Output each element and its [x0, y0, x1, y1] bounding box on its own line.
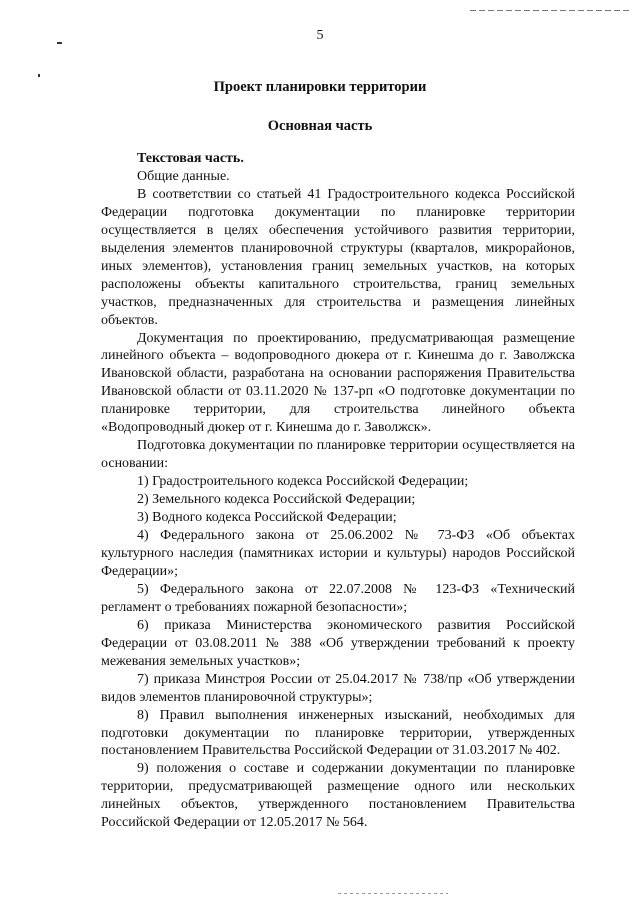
document-body: [101, 150, 575, 832]
scan-artifact-left-mid: [38, 74, 40, 77]
section-heading: Текстовая часть.: [137, 151, 244, 166]
list-item: 8) Правил выполнения инженерных изысканий, необходимых для подготовки документации по планировке территории, утвержденных постановлением Правительства Российской Федерации от 31.03.2017 № 402.: [101, 707, 575, 759]
scan-artifact-top: [470, 10, 630, 11]
scan-artifact-bottom: [338, 893, 448, 894]
list-item: 9) положения о составе и содержании документации по планировке территории, предусматривающей размещение одного или нескольких линейных объектов, утвержденного постановлением Правительства Российской Федерации от 12.05.2017 № 564.: [101, 761, 575, 831]
list-item: 1) Градостроительного кодекса Российской Федерации;: [137, 474, 469, 490]
list-item: 3) Водного кодекса Российской Федерации;: [137, 510, 397, 526]
document-title: Проект планировки территории: [213, 79, 427, 95]
list-item: 6) приказа Министерства экономического развития Российской Федерации от 03.08.2011 № 388 «Об утверждении требований к проекту межевания земельных участков»;: [101, 617, 575, 669]
paragraph-documentation: Документация по проектированию, предусматривающая размещение линейного объекта – водопроводного дюкера от г. Кинешма до г. Заволжска Ивановской области, разработана на основании распоряжения Правительства Ивановской области от 03.11.2020 № 137-рп «О подготовке документации по планировке территории, для строительства линейного объекта «Водопроводный дюкер от г. Кинешма до г. Заволжск».: [101, 330, 575, 436]
list-item: 5) Федерального закона от 22.07.2008 № 123-ФЗ «Технический регламент о требованиях пожарной безопасности»;: [101, 581, 575, 615]
paragraph-basis: Подготовка документации по планировке территории осуществляется на основании:: [101, 438, 575, 472]
document-subtitle: Основная часть: [267, 118, 373, 134]
page-number: 5: [316, 28, 324, 43]
list-item: 7) приказа Минстроя России от 25.04.2017 № 738/пр «Об утверждении видов элементов планировочной структуры»;: [101, 671, 575, 705]
general-data-label: Общие данные.: [137, 168, 230, 184]
list-item: 2) Земельного кодекса Российской Федерации;: [137, 492, 416, 508]
list-item: 4) Федерального закона от 25.06.2002 № 73-ФЗ «Об объектах культурного наследия (памятниках истории и культуры) народов Российской Федерации»;: [101, 528, 575, 579]
paragraph-purpose: В соответствии со статьей 41 Градостроительного кодекса Российской Федерации подготовка документации по планировке территории осуществляется в целях обеспечения устойчивого развития территории, выделения элементов планировочной структуры (кварталов, микрорайонов, иных элементов), установления границ земельных участков, на которых расположены объекты капитального строительства, границ земельных участков, предназначенных для строительства и размещения линейных объектов.: [101, 186, 575, 328]
